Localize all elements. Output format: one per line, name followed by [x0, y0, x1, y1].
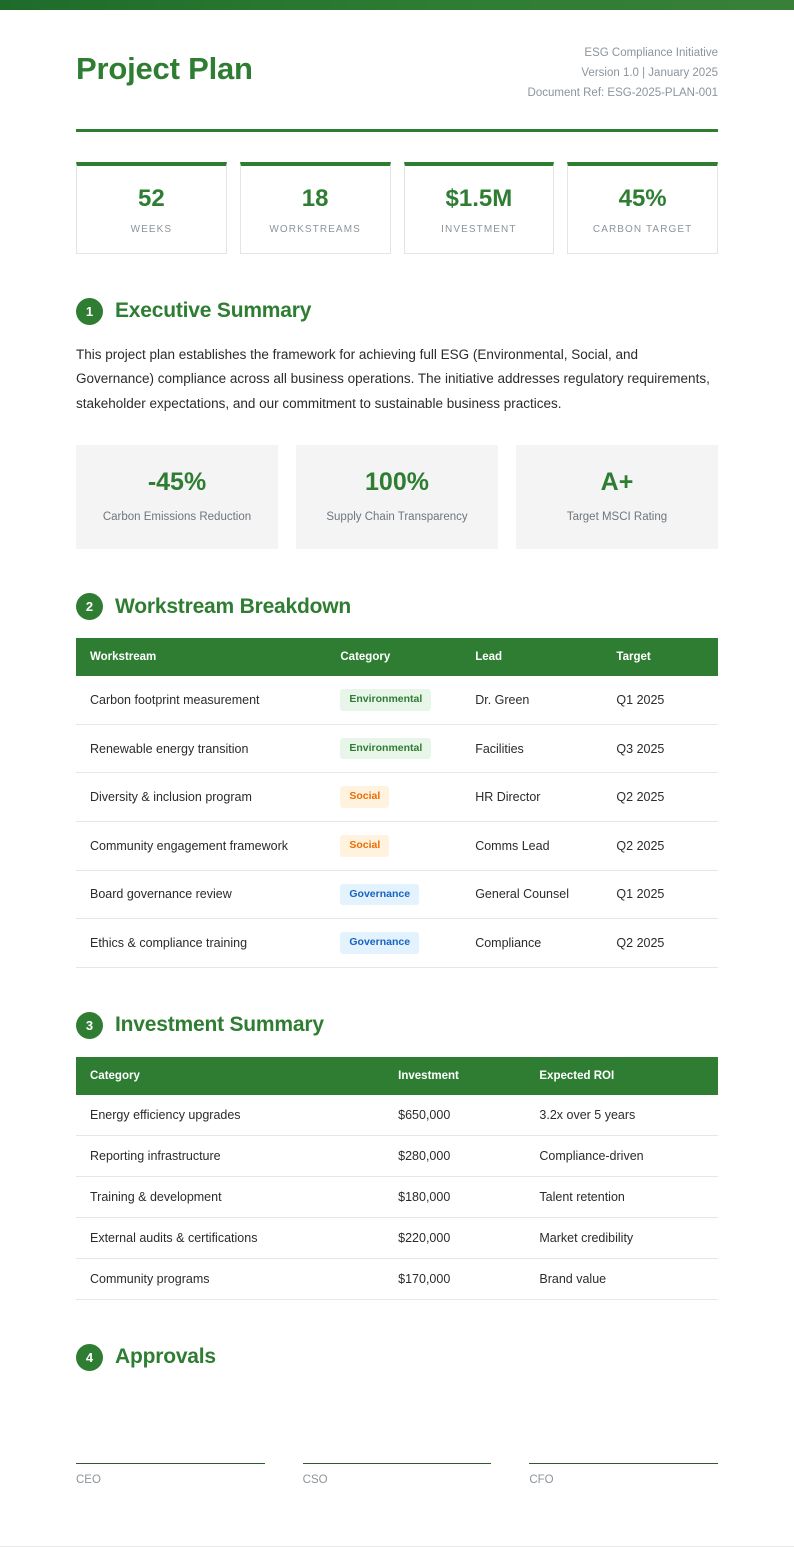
cell-category: Reporting infrastructure [76, 1135, 384, 1176]
cell-target: Q2 2025 [602, 773, 718, 822]
document-meta-line: ESG Compliance Initiative [584, 47, 718, 59]
cell-target: Q2 2025 [602, 822, 718, 871]
signature-block [76, 1447, 265, 1486]
stat-label: WEEKS [130, 223, 173, 235]
table-row [76, 1258, 718, 1299]
workstream-table [76, 638, 718, 968]
table-header [76, 1057, 718, 1095]
page-title: Project Plan [76, 51, 253, 86]
cell-workstream: Ethics & compliance training [76, 919, 326, 968]
section-heading [76, 1012, 718, 1039]
section-heading [76, 1344, 718, 1371]
cell-category [326, 919, 461, 968]
highlight-card [516, 445, 718, 550]
column-header-expected-roi: Expected ROI [525, 1057, 718, 1095]
signature-block [529, 1447, 718, 1486]
signature-role: CSO [302, 1473, 328, 1486]
table-header-row [76, 1057, 718, 1095]
section-investment-summary [0, 1012, 794, 1300]
cell-workstream: Community engagement framework [76, 822, 326, 871]
cell-roi: Talent retention [525, 1176, 718, 1217]
executive-summary-paragraph: This project plan establishes the framework for achieving full ESG (Environmental, Social, and Governance) compliance across all business operations. The initiative addresses regulatory requirements, stakeholder expectations, and our commitment to sustainable business practices. [76, 346, 710, 412]
stat-card [567, 162, 718, 254]
cell-investment: $220,000 [384, 1217, 525, 1258]
table-header [76, 638, 718, 676]
cell-workstream: Board governance review [76, 870, 326, 919]
stat-value: 52 [138, 185, 165, 213]
status-badge: Social [340, 786, 389, 808]
table-row [76, 1095, 718, 1136]
document-meta-line: Document Ref: ESG-2025-PLAN-001 [527, 86, 718, 99]
signature-line[interactable] [303, 1463, 492, 1464]
cell-lead: General Counsel [461, 870, 602, 919]
cell-investment: $650,000 [384, 1095, 525, 1136]
cell-target: Q1 2025 [602, 676, 718, 724]
workstream-table-body [76, 676, 718, 967]
table-row [76, 724, 718, 773]
stat-label: WORKSTREAMS [269, 223, 361, 235]
table-row [76, 1217, 718, 1258]
investment-table [76, 1057, 718, 1300]
section-title: Executive Summary [115, 299, 312, 323]
highlight-label: Supply Chain Transparency [326, 511, 468, 524]
cell-target: Q2 2025 [602, 919, 718, 968]
status-badge: Environmental [340, 738, 431, 760]
table-row [76, 870, 718, 919]
column-header-category: Category [76, 1057, 384, 1095]
cell-category: Community programs [76, 1258, 384, 1299]
cell-lead: Facilities [461, 724, 602, 773]
document-header [0, 10, 794, 103]
highlight-card [296, 445, 498, 550]
section-heading [76, 298, 718, 325]
section-workstream-breakdown [0, 593, 794, 968]
highlight-value: 100% [365, 467, 429, 496]
table-row [76, 773, 718, 822]
cell-investment: $280,000 [384, 1135, 525, 1176]
section-title: Investment Summary [115, 1013, 324, 1037]
cell-roi: Compliance-driven [525, 1135, 718, 1176]
signature-line[interactable] [529, 1463, 718, 1464]
section-number-badge: 4 [76, 1344, 103, 1371]
cell-category [326, 724, 461, 773]
stat-label: INVESTMENT [441, 223, 517, 235]
cell-category [326, 870, 461, 919]
highlight-label: Target MSCI Rating [566, 511, 668, 524]
cell-lead: HR Director [461, 773, 602, 822]
stat-card [240, 162, 391, 254]
stat-value: 45% [618, 185, 667, 213]
cell-roi: Brand value [525, 1258, 718, 1299]
top-accent-bar [0, 0, 794, 10]
cell-category [326, 676, 461, 724]
table-header-row [76, 638, 718, 676]
section-executive-summary [0, 298, 794, 549]
cell-category: External audits & certifications [76, 1217, 384, 1258]
cell-workstream: Renewable energy transition [76, 724, 326, 773]
section-title: Workstream Breakdown [115, 594, 352, 618]
cell-category [326, 773, 461, 822]
highlight-card [76, 445, 278, 550]
table-row [76, 919, 718, 968]
cell-workstream: Carbon footprint measurement [76, 676, 326, 724]
cell-lead: Dr. Green [461, 676, 602, 724]
status-badge: Governance [340, 884, 419, 906]
cell-category: Energy efficiency upgrades [76, 1095, 384, 1136]
section-number-badge: 3 [76, 1012, 103, 1039]
column-header-investment: Investment [384, 1057, 525, 1095]
highlight-value: A+ [600, 467, 634, 496]
document-meta [528, 40, 718, 103]
cell-target: Q1 2025 [602, 870, 718, 919]
section-title: Approvals [115, 1345, 216, 1369]
table-row [76, 1135, 718, 1176]
cell-workstream: Diversity & inclusion program [76, 773, 326, 822]
document-meta-line: Version 1.0 | January 2025 [581, 66, 718, 79]
signature-block [303, 1447, 492, 1486]
status-badge: Environmental [340, 689, 431, 711]
status-badge: Social [340, 835, 389, 857]
stat-card [404, 162, 555, 254]
highlight-label: Carbon Emissions Reduction [102, 511, 252, 524]
highlight-card-row [76, 445, 718, 550]
cell-target: Q3 2025 [602, 724, 718, 773]
stat-card [76, 162, 227, 254]
section-number-badge: 2 [76, 593, 103, 620]
section-approvals [0, 1344, 794, 1486]
stat-value: $1.5M [445, 185, 513, 213]
section-number-badge: 1 [76, 298, 103, 325]
stat-value: 18 [301, 185, 329, 213]
column-header-target: Target [602, 638, 718, 676]
stat-card-row [0, 132, 794, 254]
signature-role: CEO [76, 1473, 101, 1486]
cell-category: Training & development [76, 1176, 384, 1217]
stat-label: CARBON TARGET [592, 223, 693, 235]
cell-lead: Compliance [461, 919, 602, 968]
table-row [76, 1176, 718, 1217]
column-header-workstream: Workstream [76, 638, 326, 676]
column-header-category: Category [326, 638, 461, 676]
status-badge: Governance [340, 932, 419, 954]
investment-table-body [76, 1095, 718, 1300]
cell-roi: Market credibility [525, 1217, 718, 1258]
highlight-value: -45% [147, 467, 207, 496]
table-row [76, 676, 718, 724]
column-header-lead: Lead [461, 638, 602, 676]
section-heading [76, 593, 718, 620]
approvals-row [76, 1447, 718, 1486]
signature-line[interactable] [76, 1463, 265, 1464]
cell-roi: 3.2x over 5 years [525, 1095, 718, 1136]
cell-category [326, 822, 461, 871]
cell-lead: Comms Lead [461, 822, 602, 871]
table-row [76, 822, 718, 871]
cell-investment: $170,000 [384, 1258, 525, 1299]
cell-investment: $180,000 [384, 1176, 525, 1217]
signature-role: CFO [529, 1473, 554, 1486]
